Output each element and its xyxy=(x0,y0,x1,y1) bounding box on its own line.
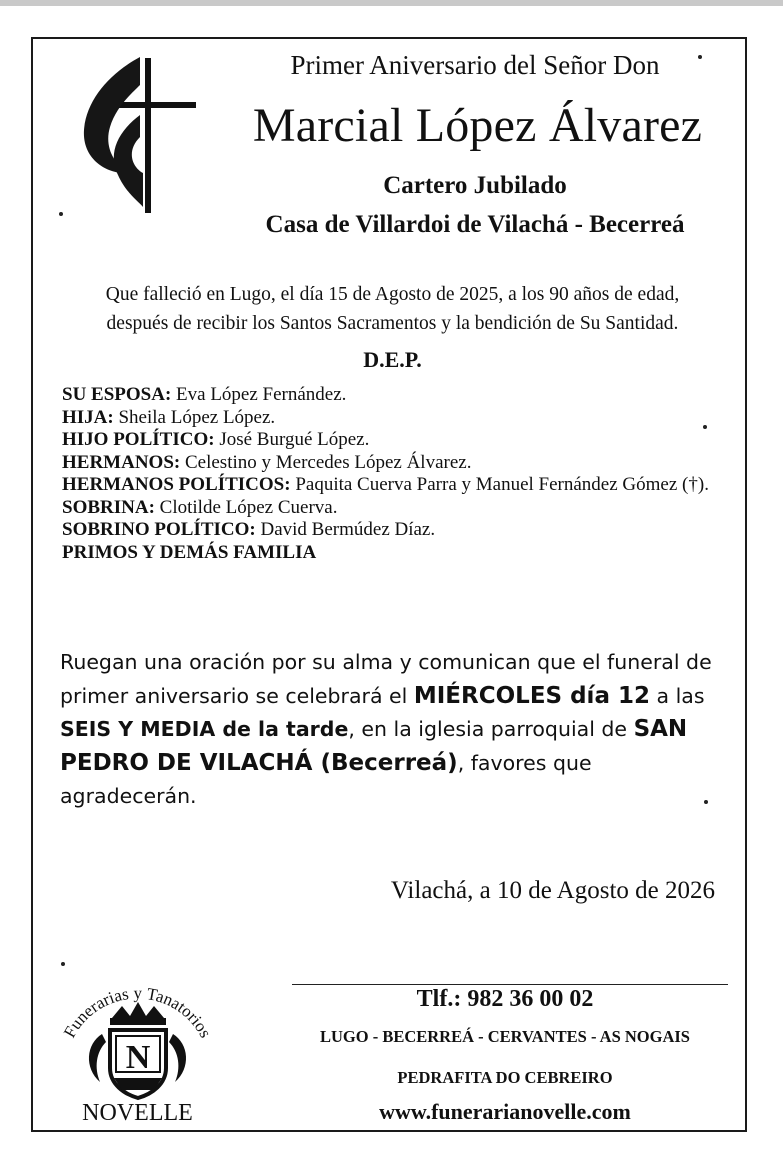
prayer-text: a las xyxy=(649,683,705,708)
family-row-son-in-law xyxy=(62,429,712,452)
family-row-daughter xyxy=(62,407,712,430)
family-row-label: HIJO POLÍTICO: xyxy=(62,429,215,450)
family-row-value: Eva López Fernández. xyxy=(171,384,347,405)
prayer-text: , en la iglesia parroquial de xyxy=(348,717,634,741)
heraldic-crest-icon xyxy=(50,972,225,1104)
footer-divider xyxy=(292,984,728,985)
family-list xyxy=(62,384,712,564)
deceased-role: Cartero Jubilado xyxy=(383,172,567,199)
place-date: Vilachá, a 10 de Agosto de 2026 xyxy=(390,877,715,904)
scan-speck xyxy=(703,425,707,429)
funeral-home-brand: NOVELLE xyxy=(82,1100,193,1126)
family-row-value: David Bermúdez Díaz. xyxy=(255,519,436,540)
family-row-siblings xyxy=(62,452,712,475)
death-line-1: Que falleció en Lugo, el día 15 de Agosto de 2025, a los 90 años de edad, xyxy=(105,284,680,305)
scan-speck xyxy=(704,800,708,804)
phone-number: Tlf.: 982 36 00 02 xyxy=(416,986,594,1012)
family-row-value: Clotilde López Cuerva. xyxy=(154,496,338,518)
family-row-label: HERMANOS: xyxy=(62,451,181,473)
page-top-edge xyxy=(0,0,783,6)
funeral-time: SEIS Y MEDIA de la tarde xyxy=(60,717,349,741)
family-row-value: José Burgué López. xyxy=(214,429,370,450)
family-row-label: SOBRINA: xyxy=(62,496,155,518)
family-row-label: HERMANOS POLÍTICOS: xyxy=(62,474,291,495)
family-row-niece xyxy=(62,497,712,520)
family-row-value: Paquita Cuerva Parra y Manuel Fernández Gómez (†). xyxy=(290,474,709,495)
family-row-siblings-in-law xyxy=(62,474,712,497)
location-pedrafita: PEDRAFITA DO CEBREIRO xyxy=(397,1068,613,1087)
crest-letter: N xyxy=(125,1039,151,1076)
intro-line: Primer Aniversario del Señor Don xyxy=(290,50,660,80)
funeral-church: SAN PEDRO DE VILACHÁ (Becerreá) xyxy=(60,716,688,776)
deceased-house: Casa de Villardoi de Vilachá - Becerreá xyxy=(265,211,685,238)
death-announcement xyxy=(55,280,730,338)
deceased-name: Marcial López Álvarez xyxy=(252,99,703,152)
prayer-text: , favores que agradecerán. xyxy=(60,750,592,808)
locations-line: LUGO - BECERREÁ - CERVANTES - AS NOGAIS xyxy=(320,1027,690,1046)
family-closing: PRIMOS Y DEMÁS FAMILIA xyxy=(62,541,317,563)
family-row-nephew-in-law xyxy=(62,519,712,542)
death-line-2: después de recibir los Santos Sacramentos y la bendición de Su Santidad. xyxy=(106,313,679,334)
family-row-label: SU ESPOSA: xyxy=(62,384,172,405)
funeral-details xyxy=(60,646,720,814)
family-row-label: HIJA: xyxy=(62,406,114,428)
family-row-label: SOBRINO POLÍTICO: xyxy=(62,519,256,540)
funeral-day: MIÉRCOLES día 12 xyxy=(413,682,650,709)
prayer-text: Ruegan una oración por su alma y comunican que el funeral de primer aniversario se celebrará el xyxy=(60,650,712,708)
scan-speck xyxy=(61,962,65,966)
family-row-spouse xyxy=(62,384,712,407)
scan-speck xyxy=(698,55,702,59)
cross-flame-icon xyxy=(80,55,198,215)
family-row-value: Celestino y Mercedes López Álvarez. xyxy=(180,451,472,473)
rip-label: D.E.P. xyxy=(363,347,422,372)
website-link: www.funerarianovelle.com xyxy=(379,1099,631,1124)
crest-arc-text: Funerarias y Tanatorios xyxy=(59,983,216,1041)
family-row-value: Sheila López López. xyxy=(113,406,276,428)
scan-speck xyxy=(59,212,63,216)
